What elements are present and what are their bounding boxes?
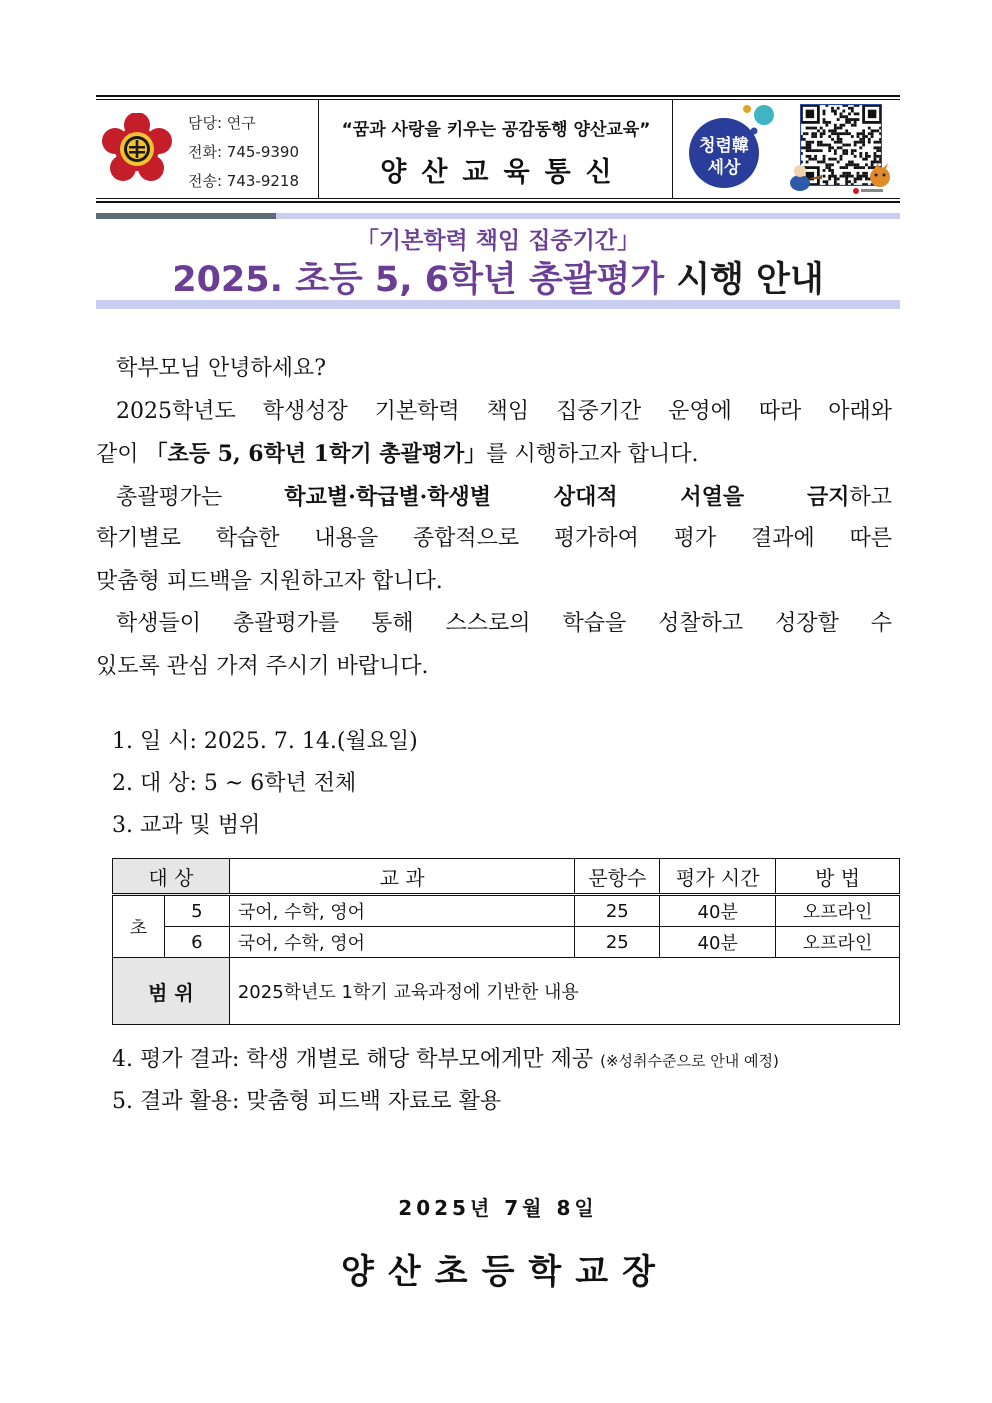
header-rule bbox=[96, 95, 900, 97]
issue-date: 2025년 7월 8일 bbox=[398, 1196, 598, 1220]
header-subject: 교 과 bbox=[229, 859, 575, 895]
document-subtitle: 「기본학력 책임 집중기간」 bbox=[355, 228, 641, 254]
count-cell: 25 bbox=[575, 895, 660, 927]
list-item-usage: 5. 결과 활용: 맞춤형 피드백 자료로 활용 bbox=[112, 1089, 502, 1114]
header-rule bbox=[96, 99, 900, 100]
subjects-cell: 국어, 수학, 영어 bbox=[229, 895, 575, 927]
title-rest: 시행 안내 bbox=[664, 260, 824, 300]
header-rule bbox=[96, 201, 900, 203]
integrity-logo-icon bbox=[684, 103, 776, 195]
contact-fax: 전송: 743-9218 bbox=[188, 172, 300, 190]
paragraph-line: 학생들이 총괄평가를 통해 스스로의 학습을 성찰하고 성장할 수 bbox=[116, 611, 892, 636]
scope-label: 범 위 bbox=[113, 958, 230, 1025]
header-divider bbox=[672, 100, 673, 198]
paragraph-line: 있도록 관심 가져 주시기 바랍니다. bbox=[96, 653, 429, 679]
header-method: 방 법 bbox=[776, 859, 900, 895]
newsletter-header bbox=[96, 95, 900, 203]
logo-text-line1: 청렴韓 bbox=[699, 136, 749, 156]
text-span: 같이 bbox=[96, 442, 146, 467]
text-span: 를 시행하고자 합니다. bbox=[486, 442, 699, 467]
list-item-results bbox=[112, 1039, 779, 1081]
table-row bbox=[113, 927, 900, 958]
paragraph-line: 학기별로 학습한 내용을 종합적으로 평가하여 평가 결과에 따른 bbox=[96, 526, 892, 551]
scope-value: 2025학년도 1학기 교육과정에 기반한 내용 bbox=[229, 958, 899, 1025]
scope-row bbox=[113, 958, 900, 1025]
text-span: 4. 평가 결과: 학생 개별로 해당 학부모에게만 제공 bbox=[112, 1047, 601, 1072]
letter-body bbox=[96, 348, 892, 688]
list-item-target: 2. 대 상: 5 ~ 6학년 전체 bbox=[112, 771, 357, 796]
mascot-illustration-icon bbox=[782, 145, 896, 197]
emphasis-text: 학교별·학급별·학생별 상대적 서열을 금지 bbox=[284, 483, 850, 510]
school-level-cell: 초 bbox=[113, 895, 165, 958]
title-band-accent bbox=[96, 213, 276, 219]
list-item-date: 1. 일 시: 2025. 7. 14.(월요일) bbox=[112, 729, 418, 754]
title-band-bottom bbox=[96, 300, 900, 309]
contact-person: 담당: 연구 bbox=[188, 114, 256, 132]
emphasis-text: 「초등 5, 6학년 1학기 총괄평가」 bbox=[145, 441, 487, 467]
grade-cell: 5 bbox=[164, 895, 229, 927]
contact-info bbox=[188, 109, 299, 196]
paragraph-line: 맞춤형 피드백을 지원하고자 합니다. bbox=[96, 568, 443, 594]
text-span: 총괄평가는 bbox=[116, 484, 285, 510]
header-divider bbox=[318, 100, 319, 198]
greeting: 학부모님 안녕하세요? bbox=[116, 356, 327, 381]
count-cell: 25 bbox=[575, 927, 660, 958]
document-title bbox=[96, 252, 900, 302]
subjects-cell: 국어, 수학, 영어 bbox=[229, 927, 575, 958]
grade-cell: 6 bbox=[164, 927, 229, 958]
contact-phone: 전화: 745-9390 bbox=[188, 143, 300, 161]
slogan: “꿈과 사랑을 키우는 공감동행 양산교육” bbox=[341, 120, 651, 140]
paragraph-line bbox=[96, 433, 892, 476]
header-rule bbox=[96, 198, 900, 199]
assessment-table bbox=[112, 858, 900, 1025]
paragraph-line bbox=[96, 476, 892, 519]
table-row bbox=[113, 895, 900, 927]
table-header-row bbox=[113, 859, 900, 895]
info-list bbox=[112, 721, 418, 847]
header-time: 평가 시간 bbox=[660, 859, 776, 895]
newsletter-title: 양산교육통신 bbox=[380, 157, 627, 188]
paragraph-line: 2025학년도 학생성장 기본학력 책임 집중기간 운영에 따라 아래와 bbox=[116, 398, 892, 424]
text-span: 하고 bbox=[849, 484, 892, 510]
time-cell: 40분 bbox=[660, 927, 776, 958]
principal-signature: 양산초등학교장 bbox=[341, 1252, 669, 1292]
method-cell: 오프라인 bbox=[776, 895, 900, 927]
school-seal-icon bbox=[102, 113, 172, 183]
list-item-subjects: 3. 교과 및 범위 bbox=[112, 813, 261, 838]
method-cell: 오프라인 bbox=[776, 927, 900, 958]
title-highlight: 2025. 초등 5, 6학년 총괄평가 bbox=[172, 260, 665, 300]
header-count: 문항수 bbox=[575, 859, 660, 895]
logo-text-line2: 세상 bbox=[707, 158, 741, 178]
time-cell: 40분 bbox=[660, 895, 776, 927]
results-note: (※성취수준으로 안내 예정) bbox=[600, 1052, 779, 1070]
info-list-continued bbox=[112, 1039, 779, 1123]
header-target: 대 상 bbox=[113, 859, 230, 895]
